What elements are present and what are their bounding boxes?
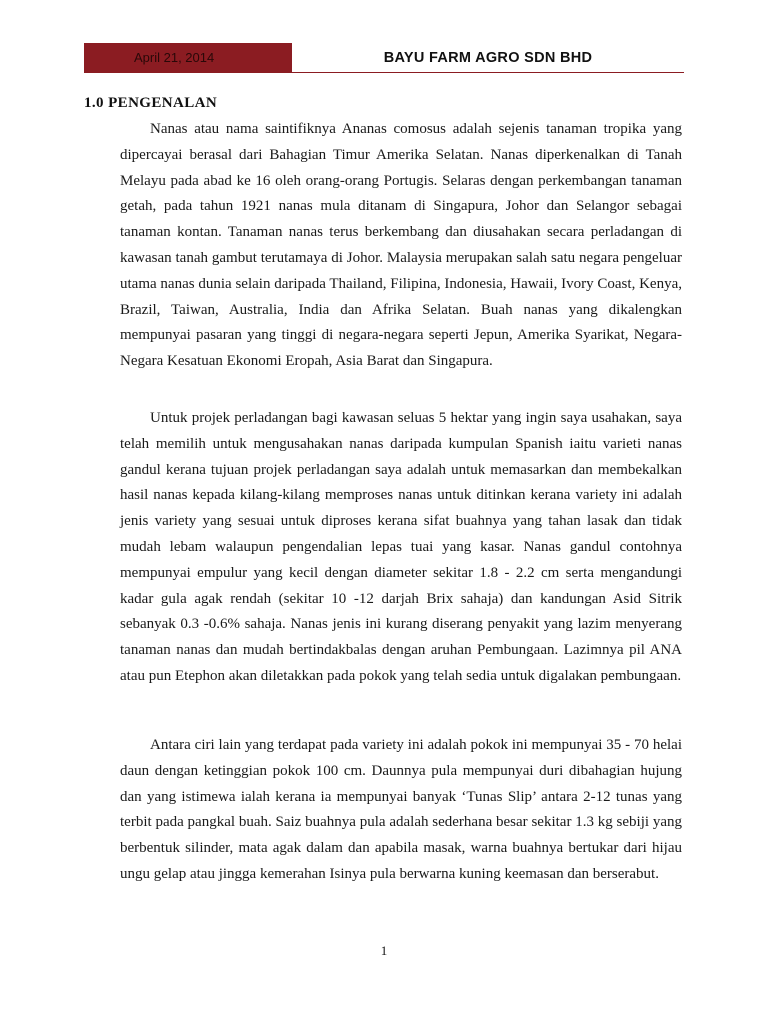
header-company-name: BAYU FARM AGRO SDN BHD [292, 43, 684, 73]
header-date: April 21, 2014 [134, 50, 215, 65]
section-heading: 1.0 PENGENALAN [84, 95, 218, 111]
paragraph-3: Antara ciri lain yang terdapat pada variety ini adalah pokok ini mempunyai 35 - 70 helai daun dengan ketinggian pokok 100 cm. Daunnya pula mempunyai duri dibahagian hujung dan yang istimewa ialah kerana ia mempunyai banyak ‘Tunas Slip’ antara 2-12 tunas yang terbit pada pangkal buah. Saiz buahnya pula adalah sederhana besar sekitar 1.3 kg sebiji yang berbentuk silinder, mata agak dalam dan apabila masak, warna buahnya bertukar dari hijau ungu gelap atau jingga kemerahan Isinya pula berwarna kuning keemasan dan berserabut. [120, 737, 682, 882]
page-number: 1 [380, 943, 388, 958]
header-date-banner [84, 43, 292, 73]
paragraph-2: Untuk projek perladangan bagi kawasan seluas 5 hektar yang ingin saya usahakan, saya telah memilih untuk mengusahakan nanas daripada kumpulan Spanish iaitu varieti nanas gandul kerana tujuan projek perladangan saya adalah untuk memasarkan dan membekalkan hasil nanas kepada kilang-kilang memproses nanas untuk ditinkan kerana variety ini adalah jenis variety yang sesuai untuk diproses kerana sifat buahnya yang tahan lasak dan tidak mudah lebam walaupun pengendalian lepas tuai yang kasar. Nanas gandul contohnya mempunyai empulur yang kecil dengan diameter sekitar 1.8 - 2.2 cm serta mengandungi kadar gula agak rendah (sekitar 10 -12 darjah Brix sahaja) dan kandungan Asid Sitrik sebanyak 0.3 -0.6% sahaja. Nanas jenis ini kurang diserang penyakit yang lazim menyerang tanaman nanas dan mudah bertindakbalas dengan aruhan Pembungaan. Lazimnya pil ANA atau pun Etephon akan diletakkan pada pokok yang telah sedia untuk digalakan pembungaan. [120, 410, 682, 684]
paragraph-1: Nanas atau nama saintifiknya Ananas comosus adalah sejenis tanaman tropika yang dipercayai berasal dari Bahagian Timur Amerika Selatan. Nanas diperkenalkan di Tanah Melayu pada abad ke 16 oleh orang-orang Portugis. Selaras dengan perkembangan tanaman getah, pada tahun 1921 nanas mula ditanam di Singapura, Johor dan Selangor sebagai tanaman kontan. Tanaman nanas terus berkembang dan diusahakan secara perladangan di kawasan tanah gambut terutamaya di Johor. Malaysia merupakan salah satu negara pengeluar utama nanas dunia selain daripada Thailand, Filipina, Indonesia, Hawaii, Ivory Coast, Kenya, Brazil, Taiwan, Australia, India dan Afrika Selatan. Buah nanas yang dikalengkan mempunyai pasaran yang tinggi di negara-negara seperti Jepun, Amerika Syarikat, Negara-Negara Kesatuan Ekonomi Eropah, Asia Barat dan Singapura. [120, 121, 682, 370]
